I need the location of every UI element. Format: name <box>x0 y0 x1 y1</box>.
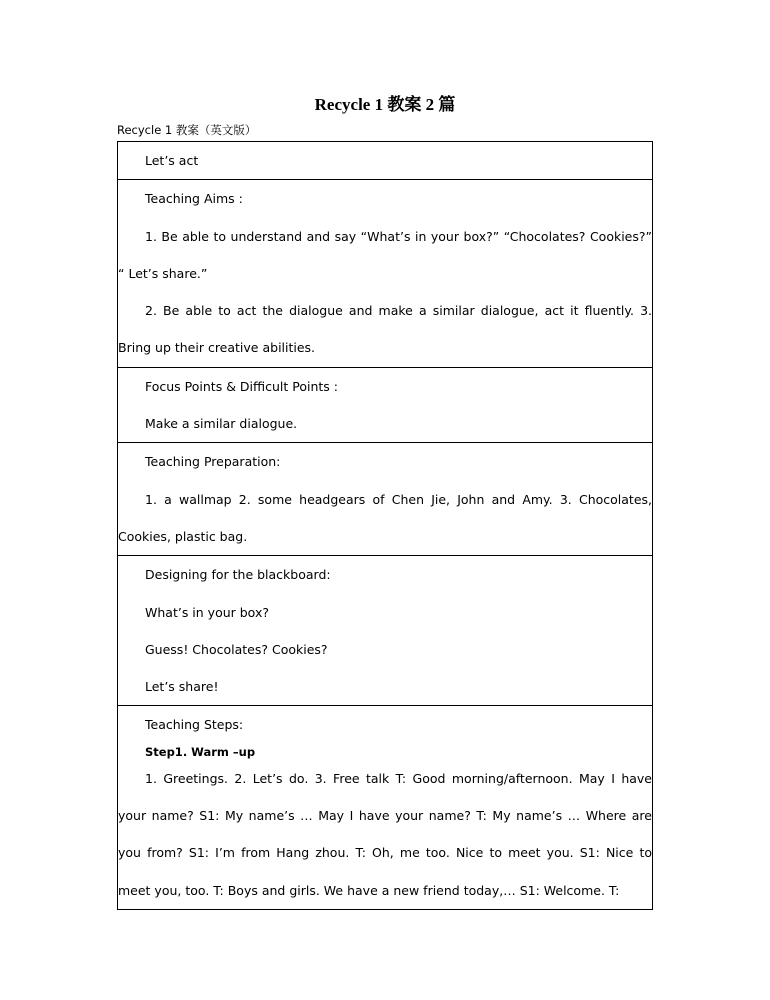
lets-act-text: Let’s act <box>145 153 199 168</box>
teaching-aims-item-1: 1. Be able to understand and say “What’s in your box?” “Chocolates? Cookies?” “ Let’s share.” <box>118 228 652 281</box>
document-subtitle: Recycle 1 教案（英文版） <box>117 123 257 137</box>
focus-points-text: Make a similar dialogue. <box>145 416 298 432</box>
teaching-preparation-text: 1. a wallmap 2. some headgears of Chen Jie, John and Amy. 3. Chocolates, Cookies, plastic bag. <box>118 491 652 544</box>
section-blackboard-design <box>118 555 652 705</box>
focus-points-heading: Focus Points & Difficult Points : <box>145 378 338 394</box>
blackboard-line-3: Let’s share! <box>145 679 219 695</box>
lesson-plan-table <box>117 141 653 910</box>
blackboard-line-2: Guess! Chocolates? Cookies? <box>145 641 328 657</box>
teaching-preparation-heading: Teaching Preparation: <box>145 454 281 470</box>
section-teaching-steps <box>118 705 652 908</box>
teaching-aims-item-2: 2. Be able to act the dialogue and make a similar dialogue, act it fluently. 3. Bring up their creative abilities. <box>118 303 652 356</box>
blackboard-line-1: What’s in your box? <box>145 604 269 620</box>
page-title: Recycle 1 教案 2 篇 <box>314 95 456 114</box>
step1-label: Step1. Warm –up <box>145 744 256 759</box>
section-focus-points <box>118 367 652 443</box>
teaching-steps-heading: Teaching Steps: <box>145 717 244 733</box>
teaching-aims-heading: Teaching Aims : <box>145 191 243 207</box>
blackboard-heading: Designing for the blackboard: <box>145 567 331 583</box>
section-lets-act <box>118 142 652 179</box>
section-teaching-preparation <box>118 442 652 555</box>
step1-text: 1. Greetings. 2. Let’s do. 3. Free talk T: Good morning/afternoon. May I have your name? S1: My name’s … May I have your name? T: My name’s … Where are you from? S1: I’m from Hang zhou. T: Oh, me too. Nice to meet you. S1: Nice to meet you, too. T: Boys and girls. We have a new friend today,… S1: Welcome. T: <box>118 770 652 898</box>
section-teaching-aims <box>118 179 652 366</box>
